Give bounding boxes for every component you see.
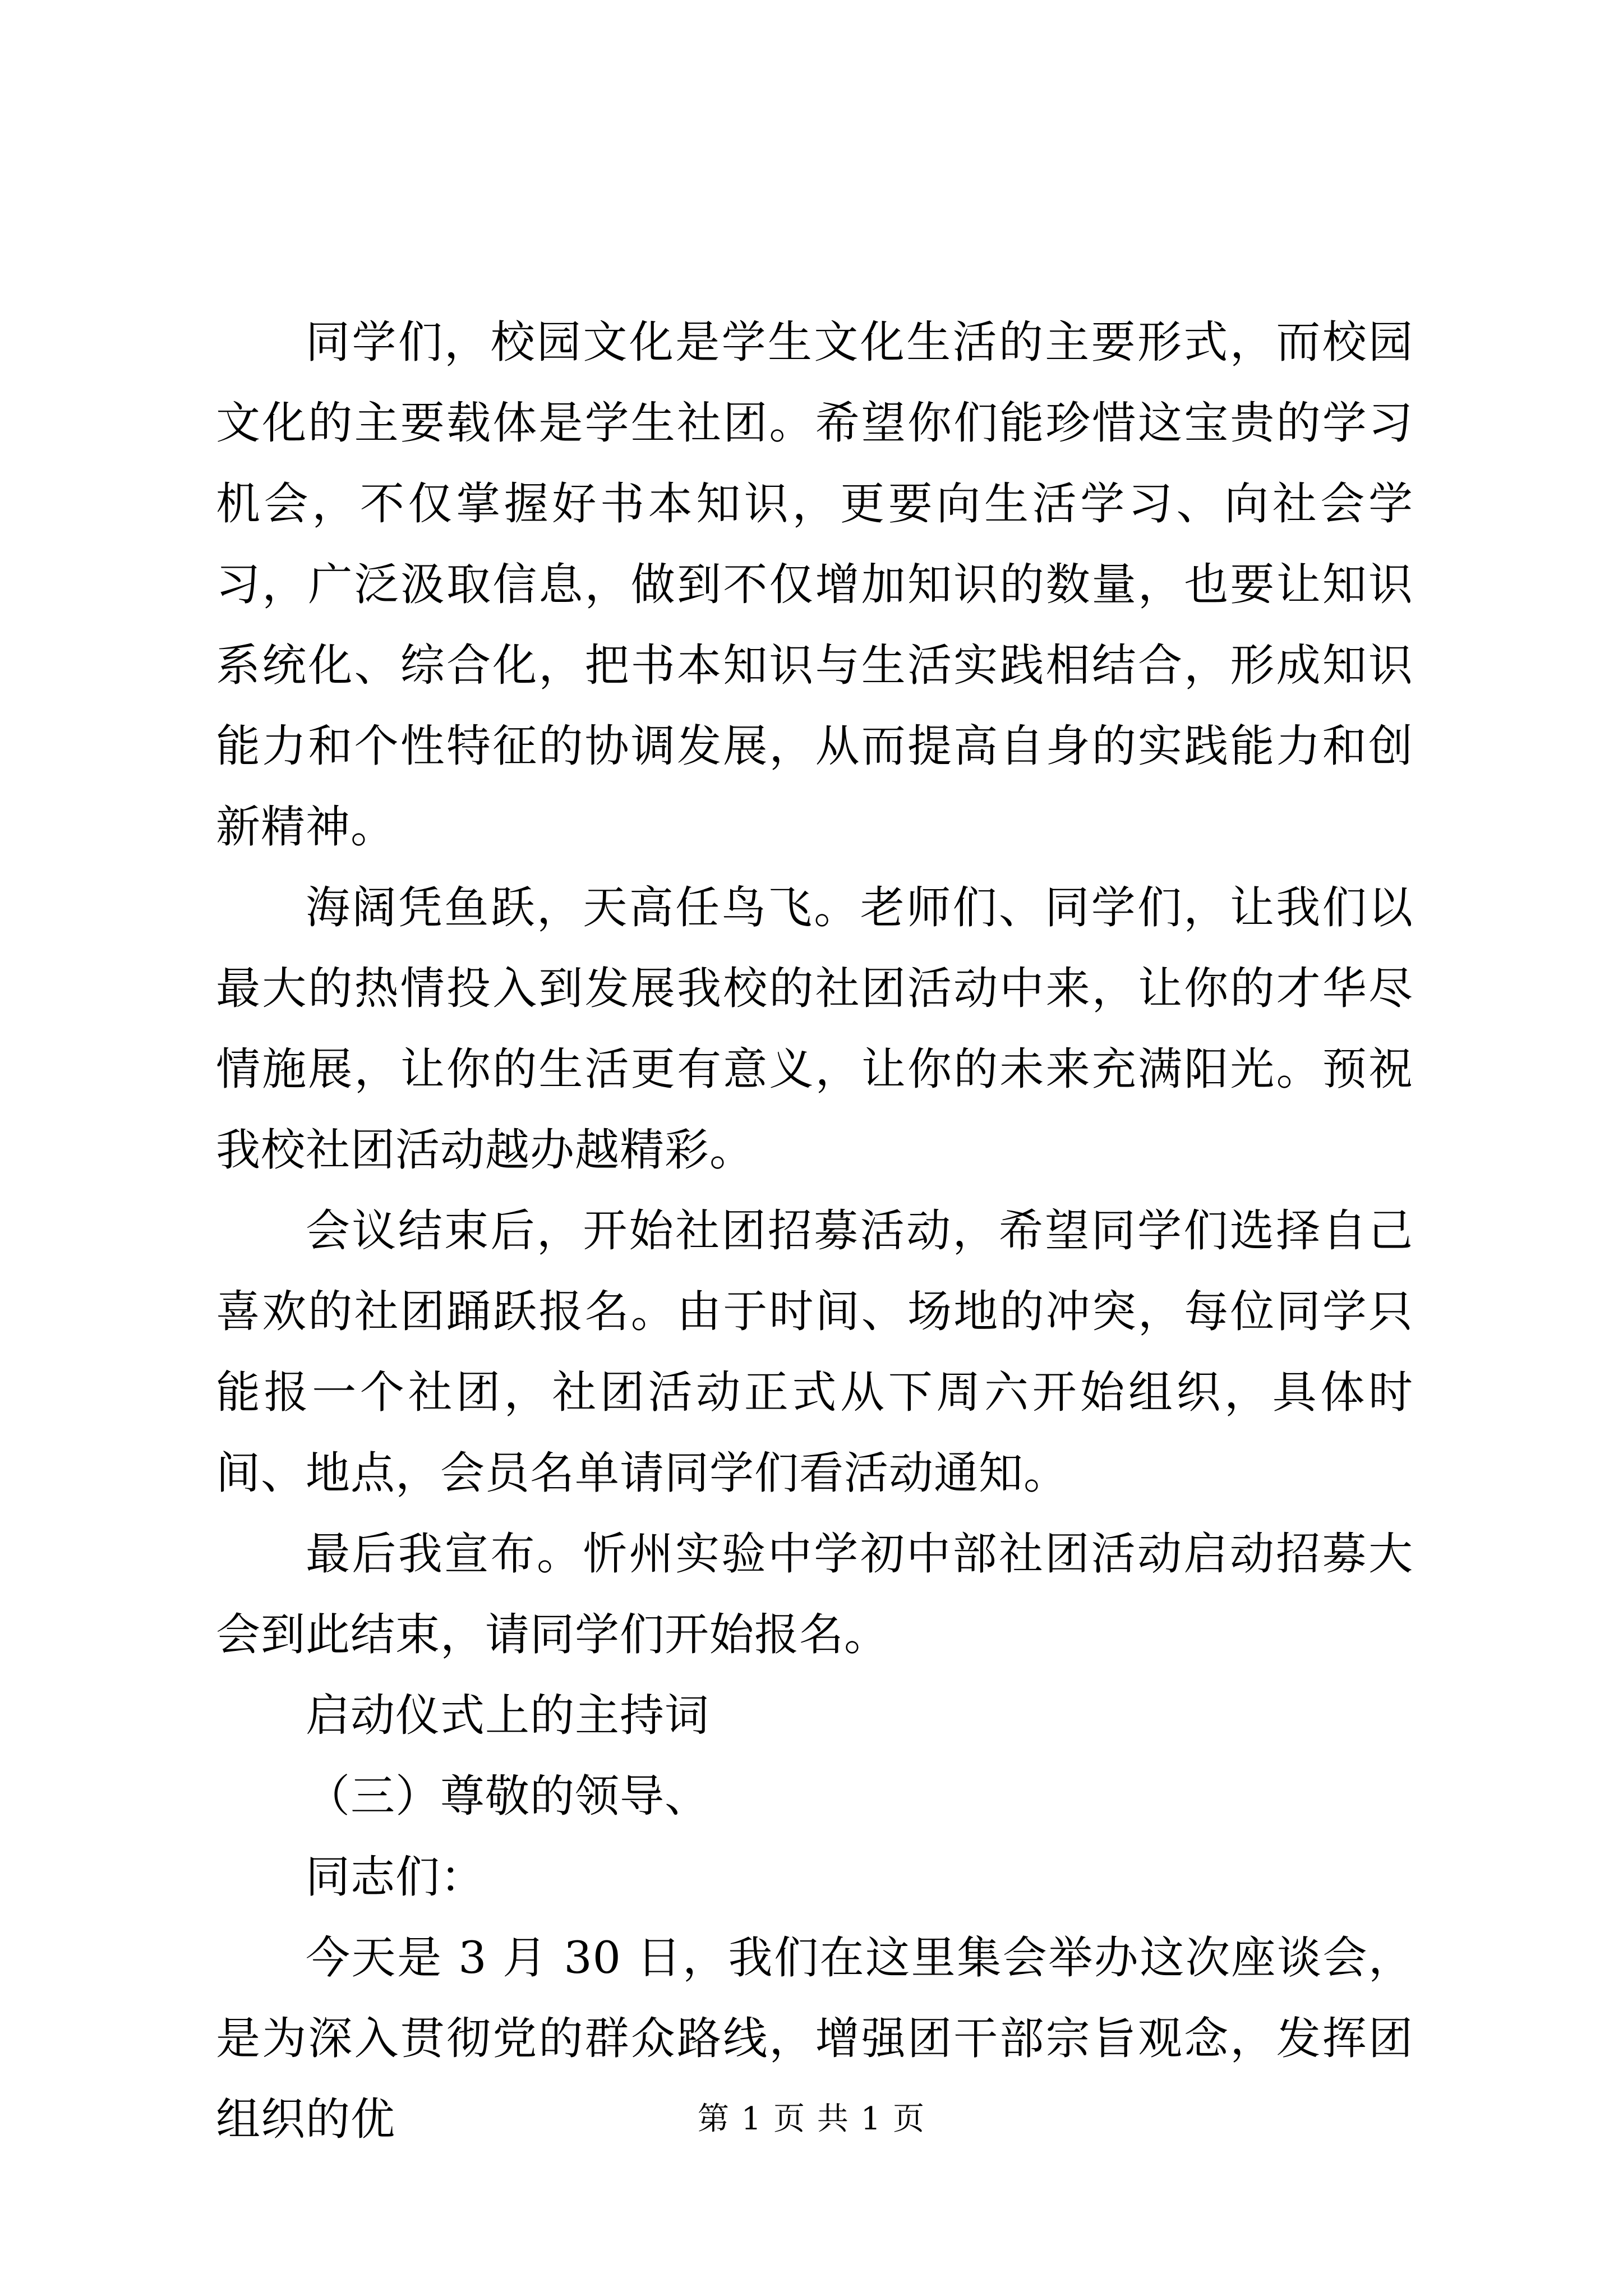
salutation-line: 同志们： (306, 1851, 485, 1903)
paragraph: 会议结束后，开始社团招募活动，希望同学们选择自己喜欢的社团踊跃报名。由于时间、场地的冲突，每位同学只能报一个社团，社团活动正式从下周六开始组织，具体时间、地点，会员名单请同学们看活动通知。 (216, 1205, 1413, 1499)
paragraph: 今天是 3 月 30 日，我们在这里集会举办这次座谈会，是为深入贯彻党的群众路线，增强团干部宗旨观念，发挥团组织的优 (216, 1932, 1413, 2145)
paragraph: 同学们，校园文化是学生文化生活的主要形式，而校园文化的主要载体是学生社团。希望你们能珍惜这宝贵的学习机会，不仅掌握好书本知识，更要向生活学习、向社会学习，广泛汲取信息，做到不仅增加知识的数量，也要让知识系统化、综合化，把书本知识与生活实践相结合，形成知识能力和个性特征的协调发展，从而提高自身的实践能力和创新精神。 (216, 316, 1413, 853)
section-heading: 启动仪式上的主持词 (306, 1690, 709, 1741)
document-body (216, 302, 1413, 2160)
paragraph: 最后我宣布。忻州实验中学初中部社团活动启动招募大会到此结束，请同学们开始报名。 (216, 1528, 1413, 1660)
page-number-footer: 第 1 页 共 1 页 (697, 2101, 926, 2137)
salutation-line: （三）尊敬的领导、 (306, 1770, 709, 1822)
paragraph: 海阔凭鱼跃，天高任鸟飞。老师们、同学们，让我们以最大的热情投入到发展我校的社团活动中来，让你的才华尽情施展，让你的生活更有意义，让你的未来充满阳光。预祝我校社团活动越办越精彩。 (216, 882, 1413, 1176)
